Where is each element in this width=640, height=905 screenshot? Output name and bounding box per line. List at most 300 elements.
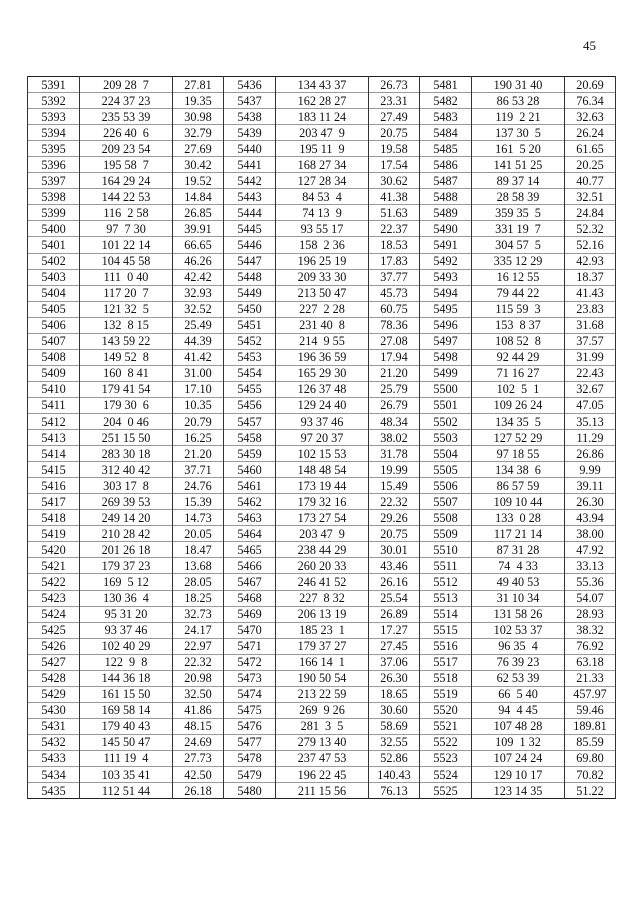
distance-cell: 20.75 — [369, 526, 420, 542]
distance-cell: 21.33 — [565, 670, 616, 686]
bearing-cell: 149 52 8 — [80, 349, 173, 365]
bearing-cell: 166 14 1 — [276, 654, 369, 670]
distance-cell: 26.16 — [369, 574, 420, 590]
bearing-cell: 283 30 18 — [80, 446, 173, 462]
station-number-cell: 5421 — [28, 558, 80, 574]
table-row — [28, 462, 616, 478]
bearing-cell: 269 39 53 — [80, 494, 173, 510]
bearing-cell: 145 50 47 — [80, 734, 173, 750]
station-number-cell: 5428 — [28, 670, 80, 686]
bearing-cell: 137 30 5 — [472, 125, 565, 141]
station-number-cell: 5414 — [28, 446, 80, 462]
bearing-cell: 130 36 4 — [80, 590, 173, 606]
bearing-cell: 165 29 30 — [276, 365, 369, 381]
distance-cell: 69.80 — [565, 750, 616, 766]
bearing-cell: 141 51 25 — [472, 157, 565, 173]
station-number-cell: 5419 — [28, 526, 80, 542]
bearing-cell: 173 19 44 — [276, 478, 369, 494]
station-number-cell: 5493 — [420, 269, 472, 285]
distance-cell: 47.05 — [565, 397, 616, 413]
distance-cell: 17.10 — [173, 381, 224, 397]
station-number-cell: 5427 — [28, 654, 80, 670]
distance-cell: 10.35 — [173, 397, 224, 413]
distance-cell: 24.84 — [565, 205, 616, 221]
station-number-cell: 5510 — [420, 542, 472, 558]
distance-cell: 19.35 — [173, 93, 224, 109]
station-number-cell: 5462 — [224, 494, 276, 510]
bearing-cell: 97 18 55 — [472, 446, 565, 462]
distance-cell: 19.58 — [369, 141, 420, 157]
distance-cell: 18.65 — [369, 686, 420, 702]
station-number-cell: 5464 — [224, 526, 276, 542]
bearing-cell: 201 26 18 — [80, 542, 173, 558]
bearing-cell: 148 48 54 — [276, 462, 369, 478]
station-number-cell: 5483 — [420, 109, 472, 125]
survey-data-table — [27, 76, 616, 799]
bearing-cell: 238 44 29 — [276, 542, 369, 558]
distance-cell: 31.99 — [565, 349, 616, 365]
distance-cell: 32.73 — [173, 606, 224, 622]
distance-cell: 140.43 — [369, 767, 420, 783]
bearing-cell: 190 50 54 — [276, 670, 369, 686]
distance-cell: 457.97 — [565, 686, 616, 702]
station-number-cell: 5520 — [420, 702, 472, 718]
bearing-cell: 161 15 50 — [80, 686, 173, 702]
station-number-cell: 5495 — [420, 301, 472, 317]
bearing-cell: 161 5 20 — [472, 141, 565, 157]
distance-cell: 20.75 — [369, 125, 420, 141]
distance-cell: 60.75 — [369, 301, 420, 317]
distance-cell: 32.63 — [565, 109, 616, 125]
table-row — [28, 718, 616, 734]
bearing-cell: 213 50 47 — [276, 285, 369, 301]
bearing-cell: 66 5 40 — [472, 686, 565, 702]
station-number-cell: 5449 — [224, 285, 276, 301]
bearing-cell: 224 37 23 — [80, 93, 173, 109]
station-number-cell: 5480 — [224, 783, 276, 799]
bearing-cell: 209 23 54 — [80, 141, 173, 157]
table-row — [28, 686, 616, 702]
bearing-cell: 226 40 6 — [80, 125, 173, 141]
station-number-cell: 5457 — [224, 413, 276, 429]
bearing-cell: 169 5 12 — [80, 574, 173, 590]
distance-cell: 28.93 — [565, 606, 616, 622]
bearing-cell: 117 21 14 — [472, 526, 565, 542]
table-row — [28, 125, 616, 141]
station-number-cell: 5521 — [420, 718, 472, 734]
distance-cell: 23.83 — [565, 301, 616, 317]
distance-cell: 20.05 — [173, 526, 224, 542]
station-number-cell: 5391 — [28, 77, 80, 93]
bearing-cell: 86 57 59 — [472, 478, 565, 494]
station-number-cell: 5506 — [420, 478, 472, 494]
station-number-cell: 5504 — [420, 446, 472, 462]
bearing-cell: 279 13 40 — [276, 734, 369, 750]
bearing-cell: 227 2 28 — [276, 301, 369, 317]
station-number-cell: 5451 — [224, 317, 276, 333]
table-row — [28, 542, 616, 558]
table-row — [28, 606, 616, 622]
distance-cell: 27.73 — [173, 750, 224, 766]
station-number-cell: 5455 — [224, 381, 276, 397]
distance-cell: 52.16 — [565, 237, 616, 253]
bearing-cell: 76 39 23 — [472, 654, 565, 670]
bearing-cell: 179 37 27 — [276, 638, 369, 654]
bearing-cell: 260 20 33 — [276, 558, 369, 574]
distance-cell: 37.06 — [369, 654, 420, 670]
distance-cell: 37.71 — [173, 462, 224, 478]
distance-cell: 27.08 — [369, 333, 420, 349]
bearing-cell: 196 36 59 — [276, 349, 369, 365]
bearing-cell: 211 15 56 — [276, 783, 369, 799]
distance-cell: 22.43 — [565, 365, 616, 381]
bearing-cell: 129 24 40 — [276, 397, 369, 413]
table-row — [28, 783, 616, 799]
distance-cell: 15.39 — [173, 494, 224, 510]
distance-cell: 32.51 — [565, 189, 616, 205]
distance-cell: 38.32 — [565, 622, 616, 638]
distance-cell: 33.13 — [565, 558, 616, 574]
bearing-cell: 158 2 36 — [276, 237, 369, 253]
table-row — [28, 654, 616, 670]
station-number-cell: 5490 — [420, 221, 472, 237]
distance-cell: 44.39 — [173, 333, 224, 349]
distance-cell: 20.69 — [565, 77, 616, 93]
station-number-cell: 5522 — [420, 734, 472, 750]
station-number-cell: 5487 — [420, 173, 472, 189]
distance-cell: 17.94 — [369, 349, 420, 365]
bearing-cell: 127 52 29 — [472, 430, 565, 446]
distance-cell: 28.05 — [173, 574, 224, 590]
bearing-cell: 269 9 26 — [276, 702, 369, 718]
bearing-cell: 94 4 45 — [472, 702, 565, 718]
station-number-cell: 5416 — [28, 478, 80, 494]
distance-cell: 20.79 — [173, 413, 224, 429]
station-number-cell: 5485 — [420, 141, 472, 157]
bearing-cell: 132 8 15 — [80, 317, 173, 333]
distance-cell: 27.81 — [173, 77, 224, 93]
station-number-cell: 5401 — [28, 237, 80, 253]
distance-cell: 30.62 — [369, 173, 420, 189]
station-number-cell: 5426 — [28, 638, 80, 654]
station-number-cell: 5443 — [224, 189, 276, 205]
distance-cell: 42.50 — [173, 767, 224, 783]
station-number-cell: 5523 — [420, 750, 472, 766]
station-number-cell: 5397 — [28, 173, 80, 189]
distance-cell: 25.79 — [369, 381, 420, 397]
station-number-cell: 5432 — [28, 734, 80, 750]
distance-cell: 23.31 — [369, 93, 420, 109]
table-row — [28, 333, 616, 349]
station-number-cell: 5479 — [224, 767, 276, 783]
table-row — [28, 237, 616, 253]
table-row — [28, 365, 616, 381]
distance-cell: 32.93 — [173, 285, 224, 301]
distance-cell: 16.25 — [173, 430, 224, 446]
distance-cell: 39.11 — [565, 478, 616, 494]
bearing-cell: 179 37 23 — [80, 558, 173, 574]
station-number-cell: 5408 — [28, 349, 80, 365]
distance-cell: 25.54 — [369, 590, 420, 606]
bearing-cell: 102 5 1 — [472, 381, 565, 397]
bearing-cell: 107 24 24 — [472, 750, 565, 766]
station-number-cell: 5403 — [28, 269, 80, 285]
distance-cell: 43.46 — [369, 558, 420, 574]
bearing-cell: 111 19 4 — [80, 750, 173, 766]
station-number-cell: 5422 — [28, 574, 80, 590]
distance-cell: 189.81 — [565, 718, 616, 734]
station-number-cell: 5470 — [224, 622, 276, 638]
table-row — [28, 317, 616, 333]
bearing-cell: 169 58 14 — [80, 702, 173, 718]
table-row — [28, 638, 616, 654]
bearing-cell: 109 1 32 — [472, 734, 565, 750]
station-number-cell: 5413 — [28, 430, 80, 446]
station-number-cell: 5476 — [224, 718, 276, 734]
distance-cell: 76.34 — [565, 93, 616, 109]
distance-cell: 17.27 — [369, 622, 420, 638]
distance-cell: 41.38 — [369, 189, 420, 205]
bearing-cell: 104 45 58 — [80, 253, 173, 269]
bearing-cell: 183 11 24 — [276, 109, 369, 125]
bearing-cell: 108 52 8 — [472, 333, 565, 349]
station-number-cell: 5448 — [224, 269, 276, 285]
station-number-cell: 5458 — [224, 430, 276, 446]
station-number-cell: 5497 — [420, 333, 472, 349]
station-number-cell: 5472 — [224, 654, 276, 670]
distance-cell: 29.26 — [369, 510, 420, 526]
station-number-cell: 5392 — [28, 93, 80, 109]
station-number-cell: 5465 — [224, 542, 276, 558]
bearing-cell: 185 23 1 — [276, 622, 369, 638]
distance-cell: 19.52 — [173, 173, 224, 189]
distance-cell: 22.32 — [369, 494, 420, 510]
bearing-cell: 28 58 39 — [472, 189, 565, 205]
table-row — [28, 702, 616, 718]
distance-cell: 20.25 — [565, 157, 616, 173]
station-number-cell: 5423 — [28, 590, 80, 606]
station-number-cell: 5409 — [28, 365, 80, 381]
bearing-cell: 112 51 44 — [80, 783, 173, 799]
station-number-cell: 5491 — [420, 237, 472, 253]
distance-cell: 66.65 — [173, 237, 224, 253]
bearing-cell: 102 53 37 — [472, 622, 565, 638]
station-number-cell: 5468 — [224, 590, 276, 606]
table-row — [28, 478, 616, 494]
page-number: 45 — [583, 38, 596, 53]
distance-cell: 61.65 — [565, 141, 616, 157]
bearing-cell: 92 44 29 — [472, 349, 565, 365]
distance-cell: 52.32 — [565, 221, 616, 237]
bearing-cell: 153 8 37 — [472, 317, 565, 333]
station-number-cell: 5471 — [224, 638, 276, 654]
station-number-cell: 5524 — [420, 767, 472, 783]
station-number-cell: 5405 — [28, 301, 80, 317]
station-number-cell: 5514 — [420, 606, 472, 622]
bearing-cell: 179 32 16 — [276, 494, 369, 510]
bearing-cell: 134 35 5 — [472, 413, 565, 429]
distance-cell: 22.97 — [173, 638, 224, 654]
distance-cell: 26.73 — [369, 77, 420, 93]
station-number-cell: 5518 — [420, 670, 472, 686]
bearing-cell: 74 4 33 — [472, 558, 565, 574]
station-number-cell: 5507 — [420, 494, 472, 510]
bearing-cell: 87 31 28 — [472, 542, 565, 558]
table-row — [28, 622, 616, 638]
distance-cell: 13.68 — [173, 558, 224, 574]
distance-cell: 19.99 — [369, 462, 420, 478]
distance-cell: 76.92 — [565, 638, 616, 654]
station-number-cell: 5508 — [420, 510, 472, 526]
station-number-cell: 5424 — [28, 606, 80, 622]
station-number-cell: 5496 — [420, 317, 472, 333]
bearing-cell: 121 32 5 — [80, 301, 173, 317]
station-number-cell: 5394 — [28, 125, 80, 141]
distance-cell: 78.36 — [369, 317, 420, 333]
bearing-cell: 74 13 9 — [276, 205, 369, 221]
distance-cell: 51.22 — [565, 783, 616, 799]
distance-cell: 41.86 — [173, 702, 224, 718]
station-number-cell: 5436 — [224, 77, 276, 93]
bearing-cell: 117 20 7 — [80, 285, 173, 301]
station-number-cell: 5517 — [420, 654, 472, 670]
station-number-cell: 5501 — [420, 397, 472, 413]
station-number-cell: 5459 — [224, 446, 276, 462]
distance-cell: 55.36 — [565, 574, 616, 590]
distance-cell: 27.69 — [173, 141, 224, 157]
bearing-cell: 119 2 21 — [472, 109, 565, 125]
station-number-cell: 5446 — [224, 237, 276, 253]
distance-cell: 27.49 — [369, 109, 420, 125]
bearing-cell: 196 25 19 — [276, 253, 369, 269]
station-number-cell: 5500 — [420, 381, 472, 397]
bearing-cell: 133 0 28 — [472, 510, 565, 526]
distance-cell: 46.26 — [173, 253, 224, 269]
bearing-cell: 214 9 55 — [276, 333, 369, 349]
distance-cell: 31.68 — [565, 317, 616, 333]
bearing-cell: 123 14 35 — [472, 783, 565, 799]
distance-cell: 26.89 — [369, 606, 420, 622]
station-number-cell: 5404 — [28, 285, 80, 301]
distance-cell: 51.63 — [369, 205, 420, 221]
distance-cell: 31.78 — [369, 446, 420, 462]
station-number-cell: 5513 — [420, 590, 472, 606]
distance-cell: 76.13 — [369, 783, 420, 799]
bearing-cell: 49 40 53 — [472, 574, 565, 590]
bearing-cell: 237 47 53 — [276, 750, 369, 766]
bearing-cell: 115 59 3 — [472, 301, 565, 317]
bearing-cell: 62 53 39 — [472, 670, 565, 686]
table-row — [28, 109, 616, 125]
bearing-cell: 160 8 41 — [80, 365, 173, 381]
bearing-cell: 102 40 29 — [80, 638, 173, 654]
bearing-cell: 303 17 8 — [80, 478, 173, 494]
station-number-cell: 5429 — [28, 686, 80, 702]
bearing-cell: 246 41 52 — [276, 574, 369, 590]
bearing-cell: 227 8 32 — [276, 590, 369, 606]
station-number-cell: 5466 — [224, 558, 276, 574]
station-number-cell: 5447 — [224, 253, 276, 269]
bearing-cell: 164 29 24 — [80, 173, 173, 189]
distance-cell: 47.92 — [565, 542, 616, 558]
distance-cell: 17.83 — [369, 253, 420, 269]
bearing-cell: 107 48 28 — [472, 718, 565, 734]
station-number-cell: 5474 — [224, 686, 276, 702]
bearing-cell: 168 27 34 — [276, 157, 369, 173]
distance-cell: 15.49 — [369, 478, 420, 494]
distance-cell: 32.52 — [173, 301, 224, 317]
station-number-cell: 5494 — [420, 285, 472, 301]
station-number-cell: 5433 — [28, 750, 80, 766]
bearing-cell: 281 3 5 — [276, 718, 369, 734]
bearing-cell: 235 53 39 — [80, 109, 173, 125]
table-row — [28, 381, 616, 397]
table-row — [28, 253, 616, 269]
table-row — [28, 93, 616, 109]
station-number-cell: 5402 — [28, 253, 80, 269]
station-number-cell: 5396 — [28, 157, 80, 173]
bearing-cell: 89 37 14 — [472, 173, 565, 189]
distance-cell: 11.29 — [565, 430, 616, 446]
distance-cell: 26.18 — [173, 783, 224, 799]
table-row — [28, 526, 616, 542]
bearing-cell: 84 53 4 — [276, 189, 369, 205]
table-row — [28, 77, 616, 93]
bearing-cell: 16 12 55 — [472, 269, 565, 285]
station-number-cell: 5406 — [28, 317, 80, 333]
station-number-cell: 5395 — [28, 141, 80, 157]
distance-cell: 32.79 — [173, 125, 224, 141]
distance-cell: 52.86 — [369, 750, 420, 766]
station-number-cell: 5488 — [420, 189, 472, 205]
distance-cell: 54.07 — [565, 590, 616, 606]
distance-cell: 14.84 — [173, 189, 224, 205]
bearing-cell: 111 0 40 — [80, 269, 173, 285]
distance-cell: 58.69 — [369, 718, 420, 734]
distance-cell: 63.18 — [565, 654, 616, 670]
bearing-cell: 79 44 22 — [472, 285, 565, 301]
bearing-cell: 71 16 27 — [472, 365, 565, 381]
distance-cell: 21.20 — [369, 365, 420, 381]
station-number-cell: 5425 — [28, 622, 80, 638]
bearing-cell: 122 9 8 — [80, 654, 173, 670]
distance-cell: 22.32 — [173, 654, 224, 670]
station-number-cell: 5437 — [224, 93, 276, 109]
distance-cell: 39.91 — [173, 221, 224, 237]
table-row — [28, 269, 616, 285]
table-row — [28, 734, 616, 750]
bearing-cell: 209 33 30 — [276, 269, 369, 285]
distance-cell: 24.69 — [173, 734, 224, 750]
distance-cell: 35.13 — [565, 413, 616, 429]
distance-cell: 27.45 — [369, 638, 420, 654]
station-number-cell: 5442 — [224, 173, 276, 189]
distance-cell: 21.20 — [173, 446, 224, 462]
station-number-cell: 5453 — [224, 349, 276, 365]
bearing-cell: 96 35 4 — [472, 638, 565, 654]
bearing-cell: 249 14 20 — [80, 510, 173, 526]
station-number-cell: 5444 — [224, 205, 276, 221]
distance-cell: 32.67 — [565, 381, 616, 397]
distance-cell: 30.42 — [173, 157, 224, 173]
station-number-cell: 5454 — [224, 365, 276, 381]
bearing-cell: 93 37 46 — [276, 413, 369, 429]
station-number-cell: 5435 — [28, 783, 80, 799]
bearing-cell: 190 31 40 — [472, 77, 565, 93]
distance-cell: 30.98 — [173, 109, 224, 125]
bearing-cell: 95 31 20 — [80, 606, 173, 622]
distance-cell: 25.49 — [173, 317, 224, 333]
